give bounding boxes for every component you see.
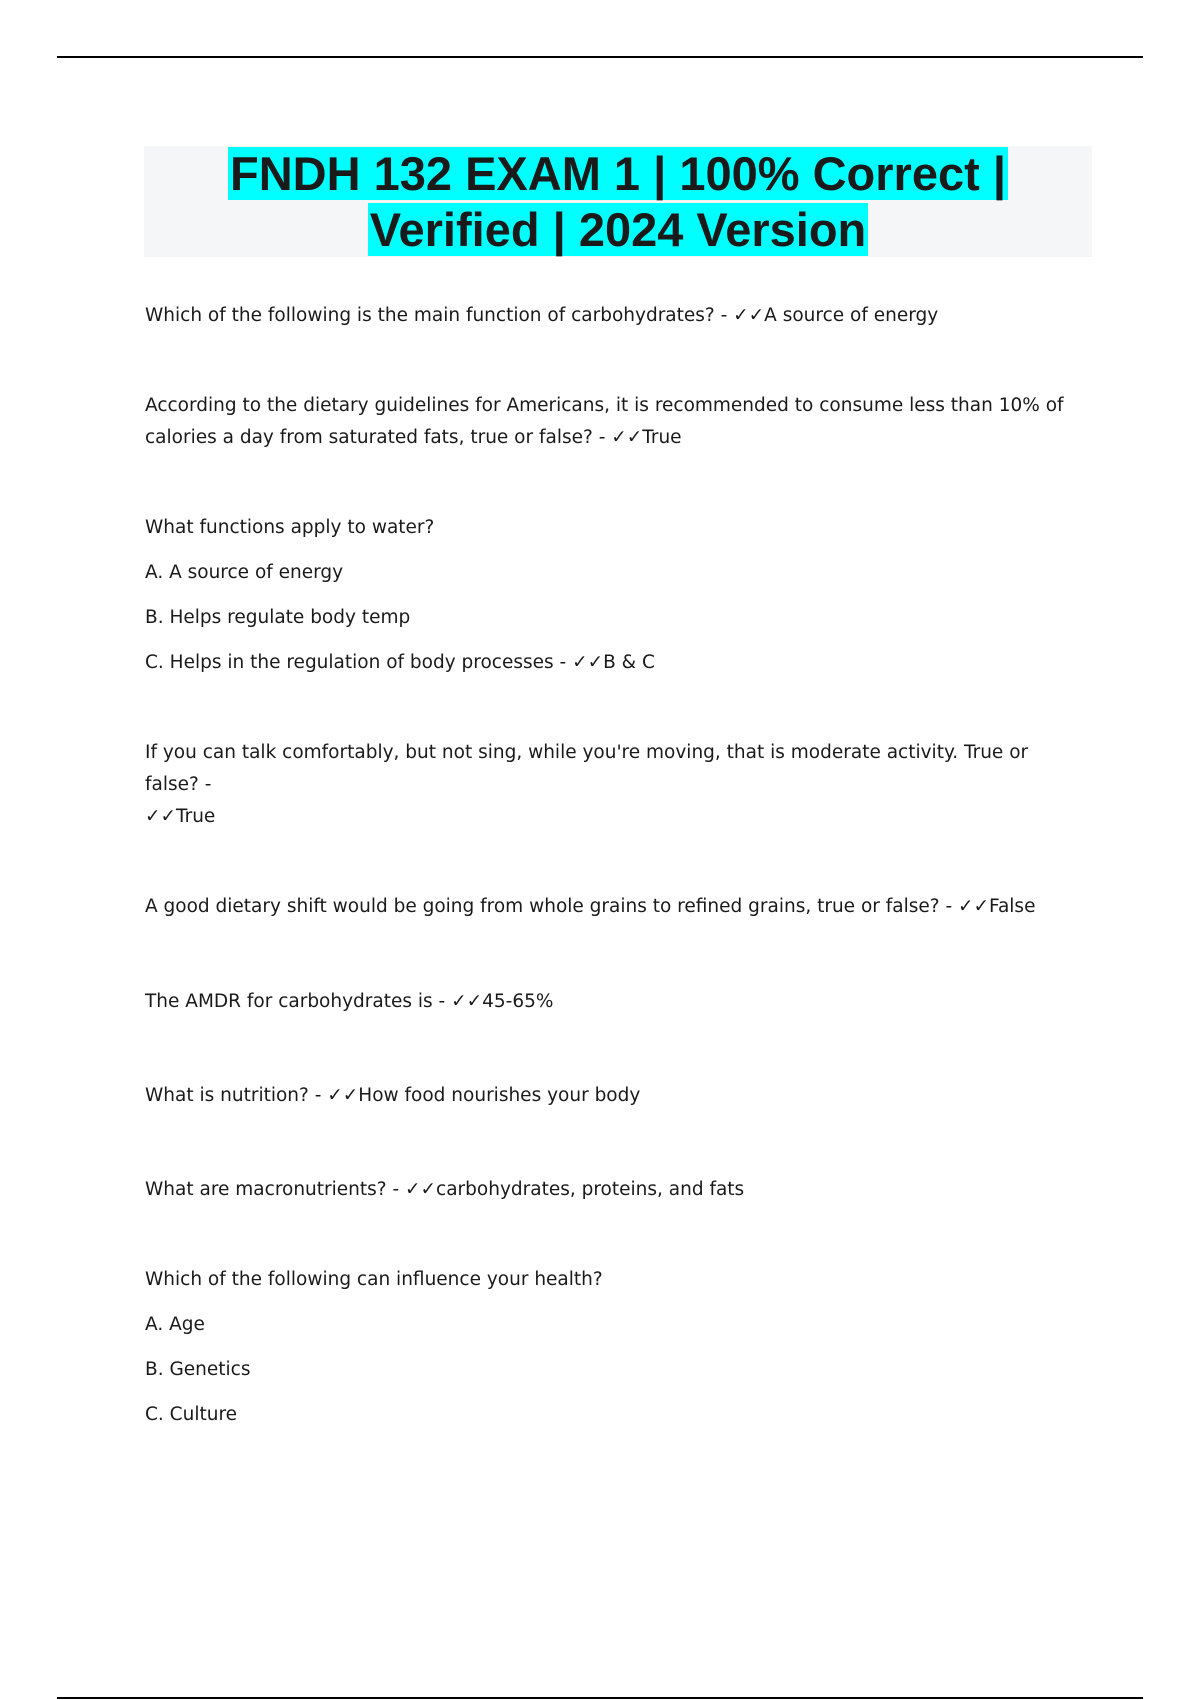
- qa-text-line-1: If you can talk comfortably, but not sing, while you're moving, that is moderate activity. True or false? -: [145, 742, 1029, 795]
- qa-option: A. A source of energy: [145, 562, 344, 583]
- qa-item-9: [145, 1264, 1075, 1431]
- qa-option: B. Helps regulate body temp: [145, 607, 411, 628]
- bottom-rule: [57, 1697, 1143, 1699]
- qa-option: C. Helps in the regulation of body processes - ✓✓B & C: [145, 652, 655, 673]
- qa-text-line-2: calories a day from saturated fats, true or false? - ✓✓True: [145, 427, 682, 448]
- document-title: [144, 146, 1092, 258]
- qa-item-4: [145, 737, 1075, 833]
- qa-item-7: [145, 1080, 1075, 1112]
- qa-text: What are macronutrients? - ✓✓carbohydrates, proteins, and fats: [145, 1179, 745, 1200]
- qa-option: B. Genetics: [145, 1359, 251, 1380]
- qa-item-6: [145, 986, 1075, 1018]
- qa-list: [145, 300, 1075, 1431]
- qa-question: What functions apply to water?: [145, 517, 435, 538]
- qa-question: Which of the following can influence your health?: [145, 1269, 603, 1290]
- qa-option: A. Age: [145, 1314, 205, 1335]
- title-band: [144, 146, 1092, 257]
- qa-text: The AMDR for carbohydrates is - ✓✓45-65%: [145, 991, 554, 1012]
- title-line-1: FNDH 132 EXAM 1 | 100% Correct |: [230, 147, 1006, 200]
- qa-item-5: [145, 891, 1075, 923]
- qa-text-line-2: ✓✓True: [145, 806, 216, 827]
- qa-text: A good dietary shift would be going from whole grains to refined grains, true or false? - ✓✓False: [145, 896, 1036, 917]
- title-line-2: Verified | 2024 Version: [369, 203, 867, 256]
- qa-item-2: [145, 390, 1075, 454]
- qa-item-3: [145, 512, 1075, 679]
- qa-item-1: [145, 300, 1075, 332]
- qa-text: Which of the following is the main function of carbohydrates? - ✓✓A source of energy: [145, 305, 939, 326]
- qa-text: What is nutrition? - ✓✓How food nourishes your body: [145, 1085, 641, 1106]
- top-rule: [57, 56, 1143, 58]
- qa-text-line-1: According to the dietary guidelines for Americans, it is recommended to consume less than 10% of: [145, 395, 1064, 416]
- qa-option: C. Culture: [145, 1404, 238, 1425]
- qa-item-8: [145, 1174, 1075, 1206]
